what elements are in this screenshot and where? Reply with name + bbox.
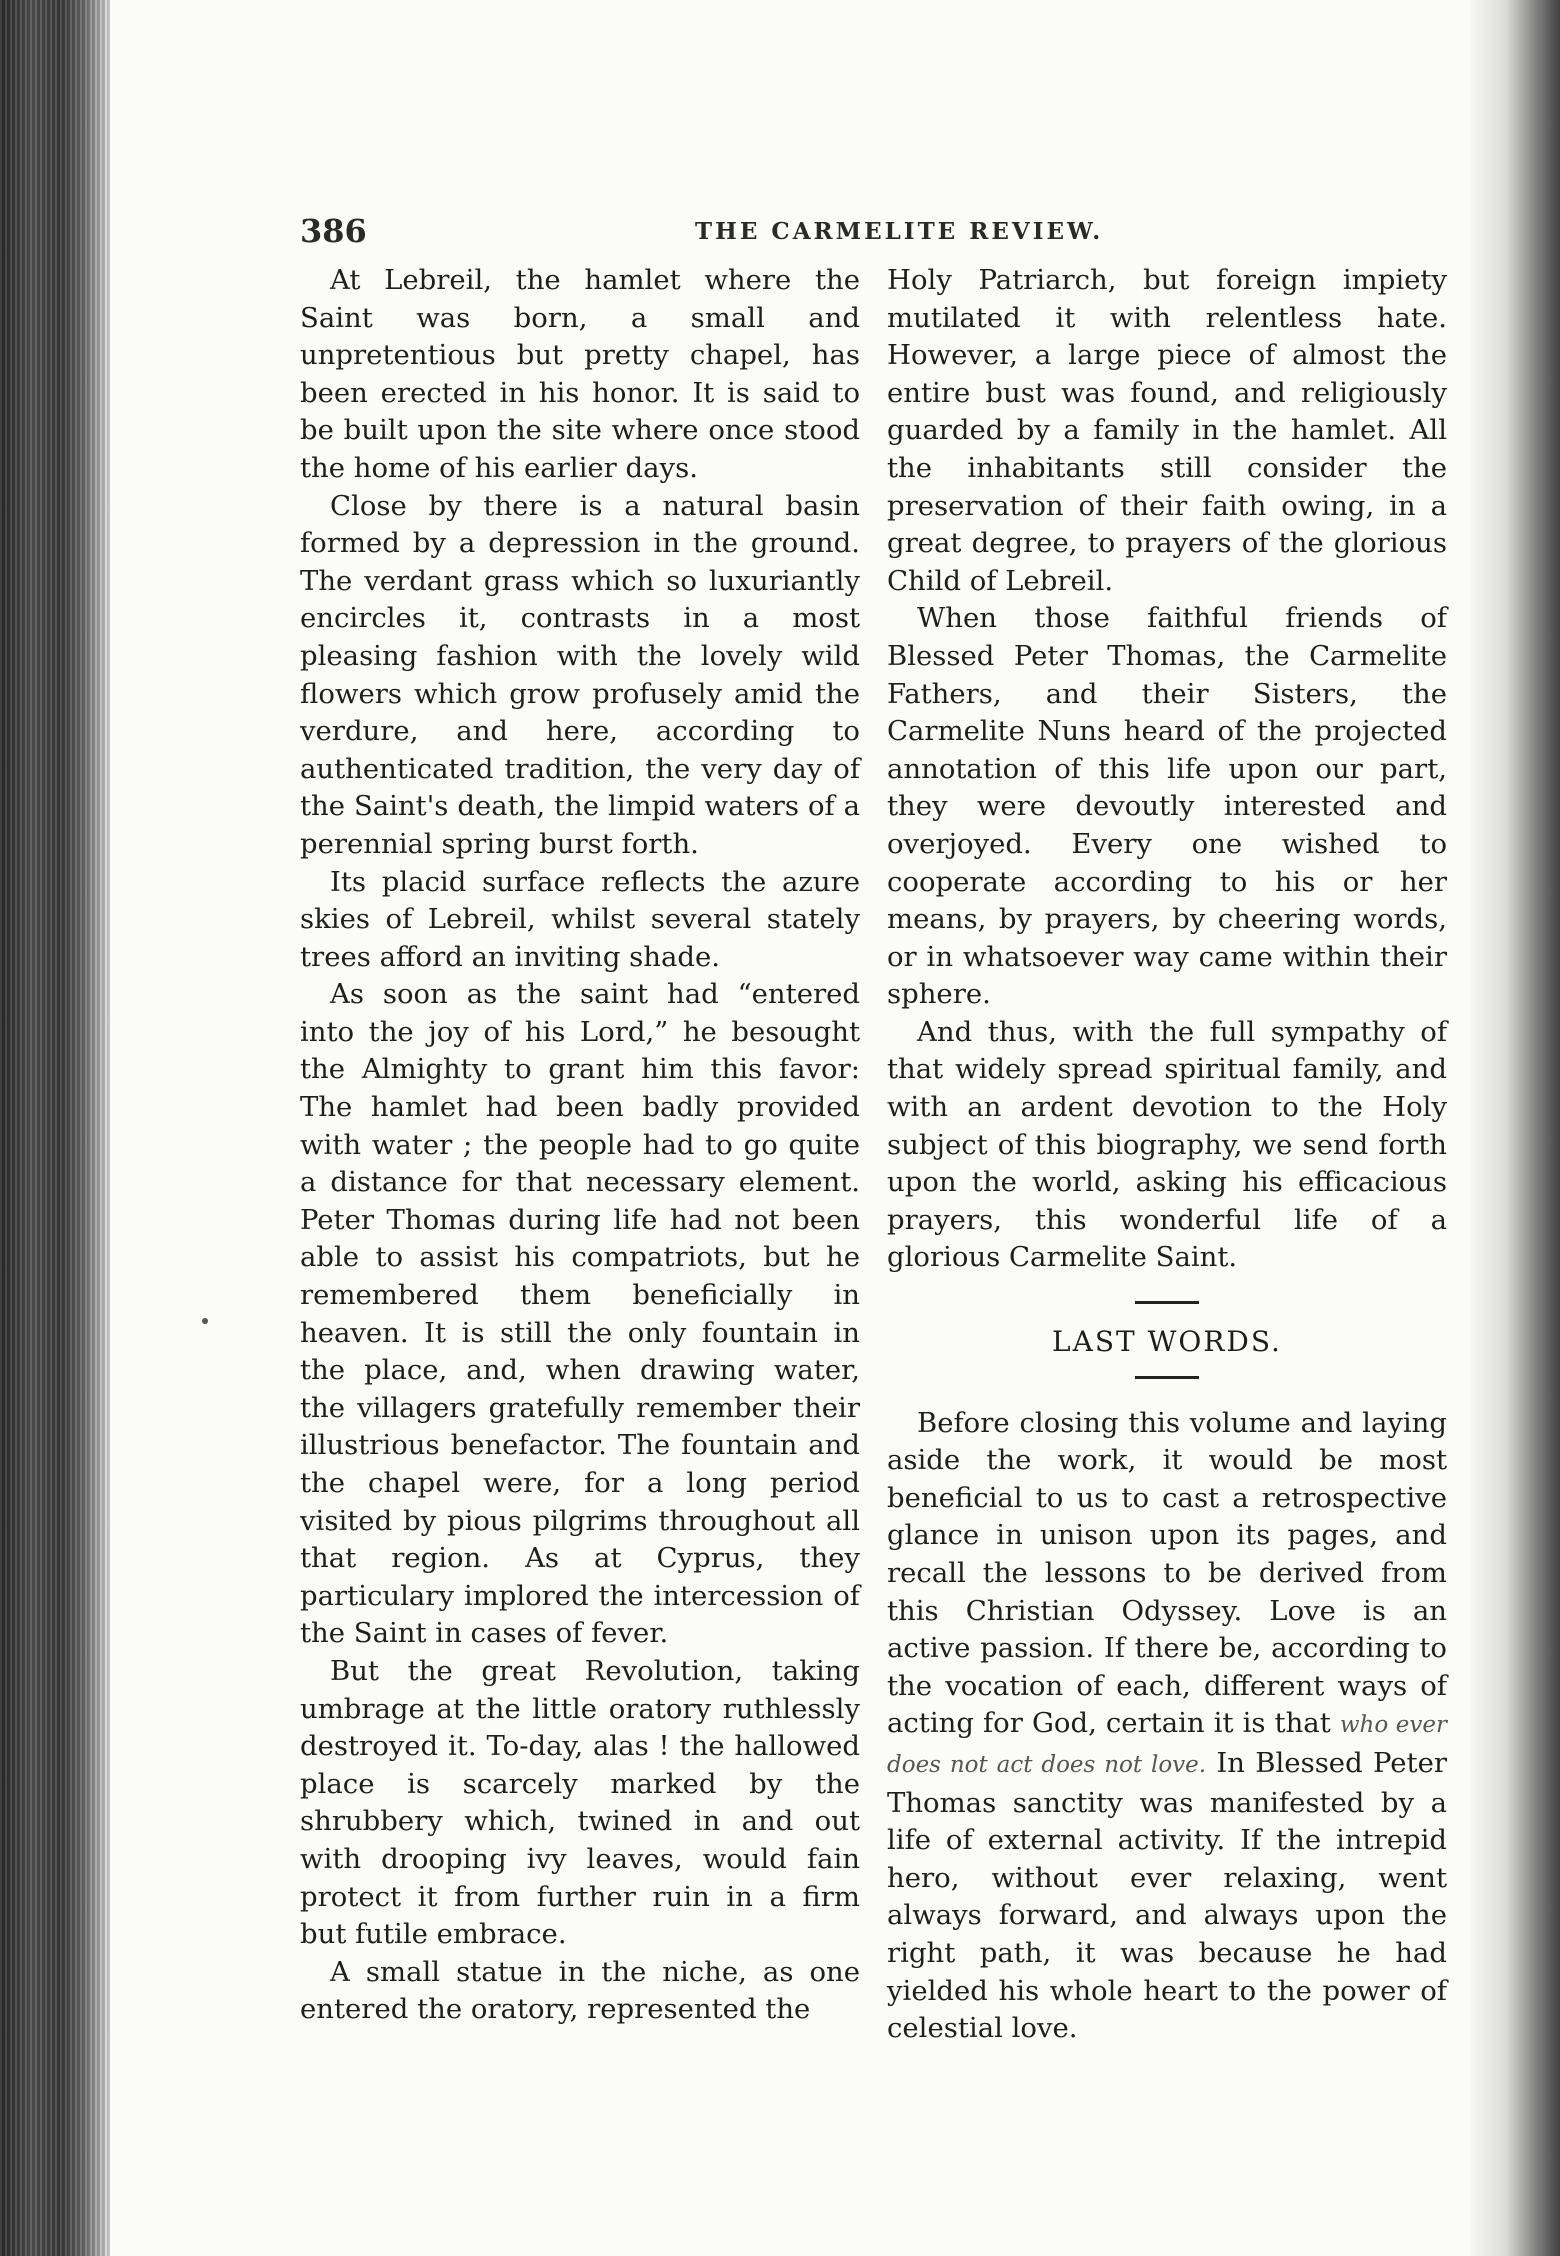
paragraph: At Lebreil, the hamlet where the Saint was born, a small and unpretentious but pretty chapel, has been erected in his honor. It is said to be built upon the site where once stood the home of his earlier days. <box>300 264 860 484</box>
paragraph: Holy Patriarch, but foreign impiety mutilated it with relentless hate. However, a large piece of almost the entire bust was found, and religiously guarded by a family in the hamlet. All the inhabitants still consider the preservation of their faith owing, in a great degree, to prayers of the glorious Child of Lebreil. <box>887 264 1447 597</box>
paragraph: And thus, with the full sympathy of that widely spread spiritual family, and with an ardent devotion to the Holy subject of this biography, we send forth upon the world, asking his efficacious prayers, this wonderful life of a glorious Carmelite Saint. <box>887 1015 1447 1274</box>
right-column <box>887 262 1447 2048</box>
italic-quote: who ever does not act does not love. <box>887 1712 1447 1778</box>
paragraph: But the great Revolution, taking umbrage at the little oratory ruthlessly destroyed it. To-day, alas ! the hallowed place is scarcely marked by the shrubbery which, twined in and out with drooping ivy leaves, would fain protect it from further ruin in a firm but futile embrace. <box>300 1654 860 1951</box>
section-title: LAST WORDS. <box>887 1323 1447 1361</box>
page-number: 386 <box>300 212 367 250</box>
paragraph: A small statue in the niche, as one entered the oratory, represented the <box>300 1955 860 2026</box>
paragraph-text: Before closing this volume and laying aside the work, it would be most beneficial to us to cast a retrospective glance in unison upon its pages, and recall the lessons to be derived from this Christian Odyssey. Love is an active passion. If there be, according to the vocation of each, different ways of acting for God, certain it is that <box>887 1406 1447 1740</box>
paragraph: Close by there is a natural basin formed by a depression in the ground. The verdant grass which so luxuriantly encircles it, contrasts in a most pleasing fashion with the lovely wild flowers which grow profusely amid the verdure, and here, according to authenticated tradition, the very day of the Saint's death, the limpid waters of a perennial spring burst forth. <box>300 489 860 860</box>
paragraph-text: In Blessed Peter Thomas sanctity was manifested by a life of external activity. If the intrepid hero, without ever relaxing, went always forward, and always upon the right path, it was because he had yielded his whole heart to the power of celestial love. <box>887 1746 1447 2045</box>
paragraph: Its placid surface reflects the azure skies of Lebreil, whilst several stately trees afford an inviting shade. <box>300 865 860 973</box>
book-page <box>110 0 1470 2256</box>
speck <box>202 1318 208 1324</box>
page-header <box>300 212 1200 252</box>
paragraph <box>887 1405 1447 2048</box>
page-edges <box>0 0 110 2256</box>
left-column <box>300 262 860 2029</box>
paragraph: As soon as the saint had “entered into the joy of his Lord,” he besought the Almighty to grant him this favor: The hamlet had been badly provided with water ; the people had to go quite a distance for that necessary element. Peter Thomas during life had not been able to assist his compatriots, but he remembered them beneficially in heaven. It is still the only fountain in the place, and, when drawing water, the villagers gratefully remember their illustrious benefactor. The fountain and the chapel were, for a long period visited by pious pilgrims throughout all that region. As at Cyprus, they particulary implored the intercession of the Saint in cases of fever. <box>300 978 860 1650</box>
paragraph: When those faithful friends of Blessed Peter Thomas, the Carmelite Fathers, and their Sisters, the Carmelite Nuns heard of the projected annotation of this life upon our part, they were devoutly interested and overjoyed. Every one wished to cooperate according to his or her means, by prayers, by cheering words, or in whatsoever way came within their sphere. <box>887 602 1447 1011</box>
book-right-edge <box>1470 0 1560 2256</box>
running-title: THE CARMELITE REVIEW. <box>695 218 1104 245</box>
